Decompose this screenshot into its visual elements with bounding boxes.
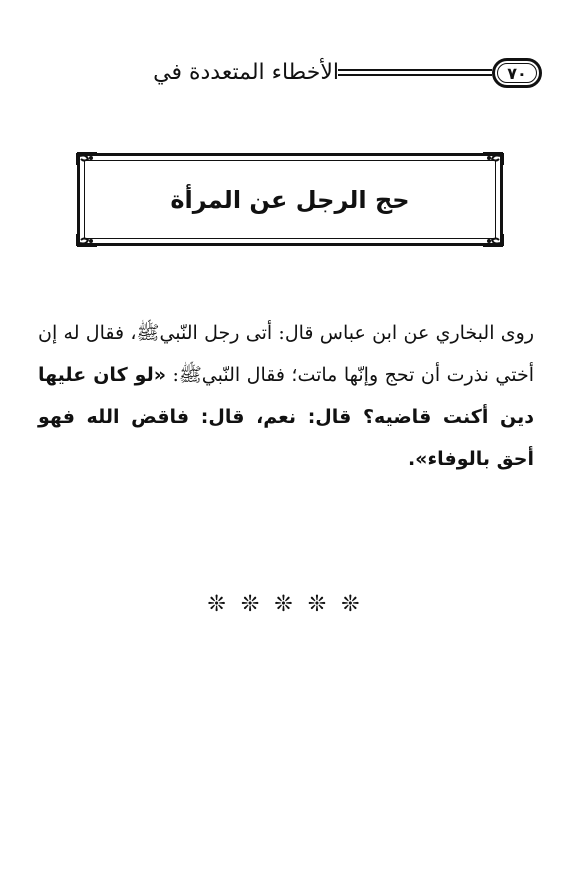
section-title-frame [77, 153, 503, 246]
hadith-quote: «لو كان عليها دين أكنت قاضيه؟ قال: نعم، قال: فاقض الله فهو أحق بالوفاء». [38, 364, 534, 470]
page-number: ٧٠ [507, 63, 527, 83]
corner-ornament-icon [482, 152, 504, 166]
page-number-badge [492, 58, 542, 88]
header-rule-bottom [338, 74, 492, 76]
running-title: الأخطاء المتعددة في [153, 60, 339, 85]
section-title: حج الرجل عن المرأة [170, 186, 410, 214]
corner-ornament-icon [76, 233, 98, 247]
corner-ornament-icon [482, 233, 504, 247]
hadith-narration: روى البخاري عن ابن عباس قال: أتى رجل النّبيﷺ، فقال له إن أختي نذرت أن تحج وإنّها ماتت؛ فقال النّبيﷺ: [38, 322, 534, 386]
running-header [28, 56, 542, 92]
section-separator: ❊ ❊ ❊ ❊ ❊ [207, 592, 364, 617]
body-paragraph [38, 312, 534, 480]
corner-ornament-icon [76, 152, 98, 166]
header-rule-top [338, 69, 492, 71]
